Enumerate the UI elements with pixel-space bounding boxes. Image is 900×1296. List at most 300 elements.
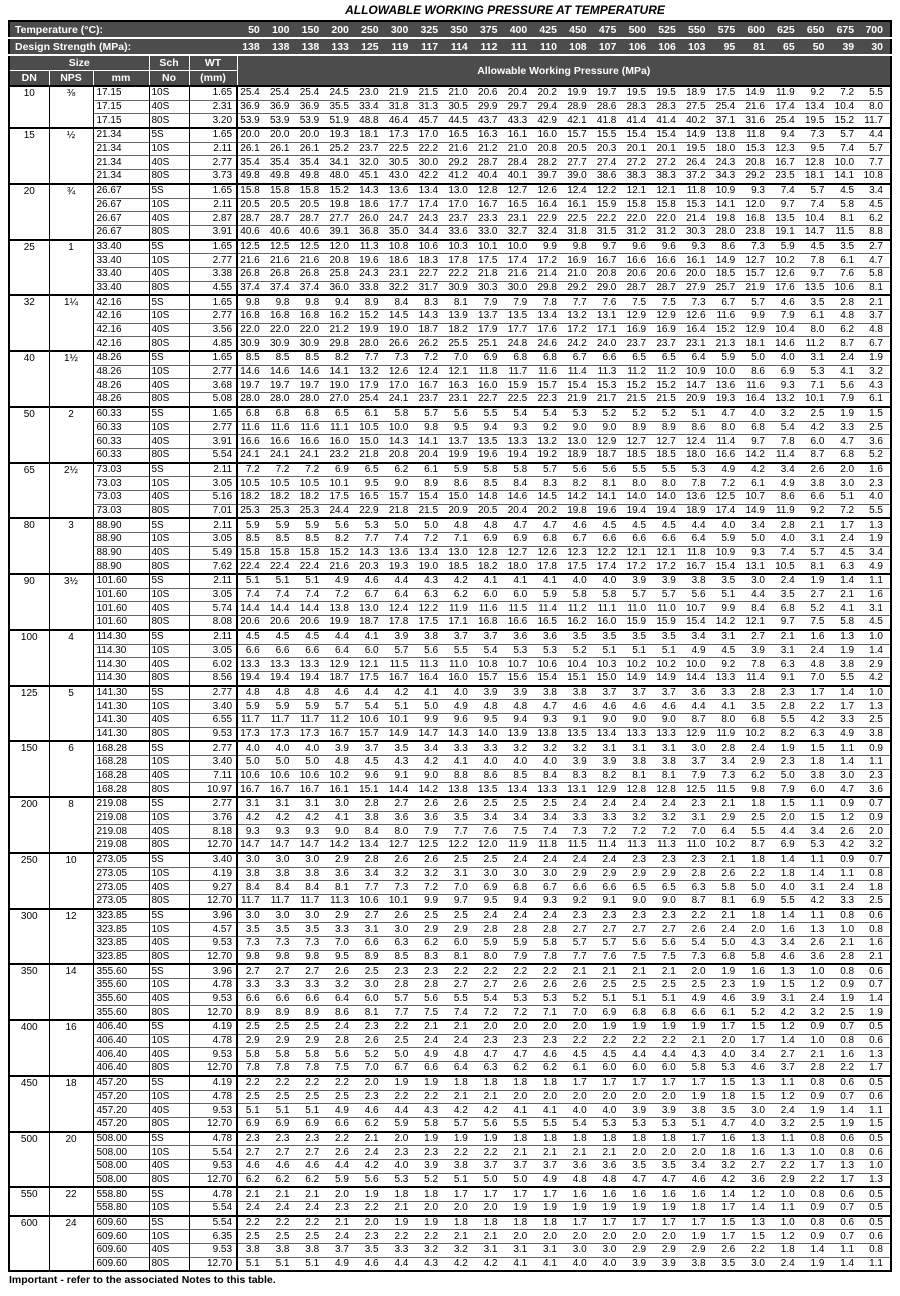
mm-cell: 101.60 bbox=[93, 616, 149, 630]
pressure-cell: 2.4 bbox=[831, 881, 861, 895]
pressure-cell: 5.8 bbox=[386, 407, 416, 421]
pressure-cell: 4.6 bbox=[772, 950, 802, 964]
pressure-cell: 3.3 bbox=[296, 979, 326, 993]
mm-cell: 355.60 bbox=[93, 1006, 149, 1020]
sch-cell: 5S bbox=[149, 240, 189, 254]
pressure-cell: 18.3 bbox=[415, 254, 445, 268]
pressure-cell: 11.9 bbox=[772, 86, 802, 100]
design-strength-value: 95 bbox=[713, 38, 743, 55]
pressure-cell: 2.1 bbox=[713, 797, 743, 811]
pressure-cell: 7.2 bbox=[267, 463, 297, 477]
design-strength-value: 106 bbox=[653, 38, 683, 55]
pressure-cell: 11.3 bbox=[415, 658, 445, 672]
sch-cell: 80S bbox=[149, 560, 189, 574]
pressure-cell: 12.9 bbox=[594, 783, 624, 797]
pressure-cell: 3.8 bbox=[296, 867, 326, 881]
design-strength-value: 103 bbox=[683, 38, 713, 55]
pressure-cell: 2.2 bbox=[237, 1216, 267, 1230]
sch-cell: 40S bbox=[149, 1048, 189, 1062]
pressure-cell: 15.5 bbox=[594, 128, 624, 142]
pressure-cell: 2.2 bbox=[445, 964, 475, 978]
wt-cell: 2.31 bbox=[189, 100, 237, 114]
pressure-cell: 1.8 bbox=[445, 1216, 475, 1230]
pressure-cell: 34.4 bbox=[415, 225, 445, 239]
dn-cell: 20 bbox=[9, 184, 49, 240]
pressure-cell: 7.5 bbox=[623, 295, 653, 309]
pressure-cell: 42.1 bbox=[564, 114, 594, 128]
pressure-cell: 7.4 bbox=[386, 533, 416, 547]
pressure-cell: 2.0 bbox=[534, 1090, 564, 1104]
pressure-cell: 11.4 bbox=[742, 671, 772, 685]
pressure-cell: 3.6 bbox=[683, 686, 713, 700]
pressure-cell: 19.9 bbox=[326, 616, 356, 630]
table-row bbox=[9, 393, 891, 407]
pressure-cell: 2.3 bbox=[861, 769, 891, 783]
pressure-cell: 22.0 bbox=[267, 323, 297, 337]
pressure-cell: 15.3 bbox=[742, 142, 772, 156]
pressure-cell: 2.2 bbox=[802, 1173, 832, 1187]
pressure-cell: 1.9 bbox=[475, 1132, 505, 1146]
pressure-cell: 11.6 bbox=[742, 379, 772, 393]
pressure-cell: 0.9 bbox=[861, 741, 891, 755]
pressure-cell: 2.4 bbox=[564, 797, 594, 811]
pressure-cell: 17.8 bbox=[534, 560, 564, 574]
pressure-cell: 4.6 bbox=[356, 1257, 386, 1271]
wt-cell: 4.19 bbox=[189, 1076, 237, 1090]
pressure-cell: 43.7 bbox=[475, 114, 505, 128]
pressure-cell: 6.4 bbox=[445, 1062, 475, 1076]
pressure-cell: 5.0 bbox=[742, 881, 772, 895]
pressure-cell: 8.1 bbox=[831, 212, 861, 226]
pressure-cell: 5.8 bbox=[415, 1117, 445, 1131]
pressure-cell: 11.7 bbox=[267, 713, 297, 727]
wt-header: WT bbox=[189, 55, 237, 71]
pressure-cell: 15.2 bbox=[713, 323, 743, 337]
mm-cell: 273.05 bbox=[93, 881, 149, 895]
pressure-cell: 3.0 bbox=[475, 867, 505, 881]
pressure-cell: 1.5 bbox=[742, 1020, 772, 1034]
dn-cell: 50 bbox=[9, 407, 49, 463]
pressure-cell: 7.2 bbox=[831, 86, 861, 100]
pressure-cell: 3.8 bbox=[653, 756, 683, 770]
design-strength-value: 114 bbox=[445, 38, 475, 55]
pressure-cell: 12.4 bbox=[683, 435, 713, 449]
pressure-cell: 13.1 bbox=[564, 783, 594, 797]
pressure-cell: 6.7 bbox=[534, 881, 564, 895]
mm-cell: 33.40 bbox=[93, 254, 149, 268]
pressure-cell: 12.5 bbox=[267, 240, 297, 254]
pressure-cell: 2.1 bbox=[415, 1020, 445, 1034]
pressure-cell: 17.4 bbox=[505, 254, 535, 268]
pressure-cell: 0.9 bbox=[802, 1020, 832, 1034]
pressure-cell: 5.1 bbox=[267, 574, 297, 588]
pressure-cell: 0.6 bbox=[861, 909, 891, 923]
pressure-cell: 36.9 bbox=[237, 100, 267, 114]
pressure-cell: 2.1 bbox=[237, 1187, 267, 1201]
pressure-cell: 2.1 bbox=[713, 853, 743, 867]
mm-cell: 558.80 bbox=[93, 1202, 149, 1216]
pressure-cell: 9.7 bbox=[802, 267, 832, 281]
pressure-cell: 15.7 bbox=[475, 671, 505, 685]
table-row bbox=[9, 1173, 891, 1187]
pressure-cell: 3.0 bbox=[326, 797, 356, 811]
pressure-cell: 3.1 bbox=[445, 867, 475, 881]
wt-mm-header: (mm) bbox=[189, 71, 237, 87]
pressure-cell: 2.7 bbox=[742, 1159, 772, 1173]
pressure-cell: 8.5 bbox=[296, 533, 326, 547]
pressure-cell: 8.0 bbox=[802, 323, 832, 337]
pressure-cell: 19.5 bbox=[653, 86, 683, 100]
pressure-cell: 2.3 bbox=[415, 964, 445, 978]
pressure-cell: 7.2 bbox=[326, 588, 356, 602]
pressure-cell: 7.3 bbox=[802, 128, 832, 142]
pressure-cell: 11.9 bbox=[713, 727, 743, 741]
pressure-cell: 4.6 bbox=[326, 686, 356, 700]
pressure-cell: 5.8 bbox=[267, 1048, 297, 1062]
pressure-cell: 12.7 bbox=[653, 435, 683, 449]
pressure-cell: 7.8 bbox=[772, 435, 802, 449]
table-row bbox=[9, 212, 891, 226]
pressure-cell: 6.2 bbox=[237, 1173, 267, 1187]
pressure-cell: 4.3 bbox=[386, 756, 416, 770]
pressure-cell: 7.0 bbox=[802, 671, 832, 685]
pressure-cell: 8.1 bbox=[861, 281, 891, 295]
pressure-cell: 2.5 bbox=[861, 894, 891, 908]
pressure-cell: 9.6 bbox=[623, 240, 653, 254]
pressure-cell: 37.4 bbox=[237, 281, 267, 295]
pressure-cell: 3.8 bbox=[683, 574, 713, 588]
mm-cell: 48.26 bbox=[93, 393, 149, 407]
pressure-cell: 16.7 bbox=[594, 254, 624, 268]
pressure-cell: 21.5 bbox=[623, 393, 653, 407]
wt-cell: 6.55 bbox=[189, 713, 237, 727]
pressure-cell: 28.0 bbox=[237, 393, 267, 407]
pressure-cell: 5.0 bbox=[772, 769, 802, 783]
pressure-cell: 11.1 bbox=[594, 602, 624, 616]
pressure-cell: 5.6 bbox=[831, 379, 861, 393]
footer-note: Important - refer to the associated Notes to this table. bbox=[9, 1274, 276, 1287]
pressure-cell: 3.0 bbox=[237, 909, 267, 923]
pressure-cell: 2.1 bbox=[475, 1090, 505, 1104]
pressure-cell: 6.6 bbox=[653, 533, 683, 547]
pressure-cell: 18.5 bbox=[445, 560, 475, 574]
pressure-cell: 1.2 bbox=[772, 1020, 802, 1034]
pressure-cell: 3.5 bbox=[564, 630, 594, 644]
pressure-cell: 3.0 bbox=[267, 909, 297, 923]
pressure-cell: 13.3 bbox=[623, 727, 653, 741]
pressure-cell: 1.4 bbox=[831, 756, 861, 770]
mm-cell: 141.30 bbox=[93, 700, 149, 714]
pressure-cell: 4.4 bbox=[683, 700, 713, 714]
mm-cell: 60.33 bbox=[93, 448, 149, 462]
pressure-cell: 2.8 bbox=[386, 979, 416, 993]
sch-header: Sch bbox=[149, 55, 189, 71]
pressure-cell: 5.2 bbox=[356, 1048, 386, 1062]
table-row bbox=[9, 1146, 891, 1160]
pressure-cell: 43.3 bbox=[505, 114, 535, 128]
pressure-cell: 4.0 bbox=[594, 574, 624, 588]
table-row bbox=[9, 881, 891, 895]
table-row bbox=[9, 281, 891, 295]
mm-cell: 508.00 bbox=[93, 1146, 149, 1160]
pressure-cell: 1.9 bbox=[623, 1020, 653, 1034]
pressure-cell: 3.7 bbox=[623, 686, 653, 700]
pressure-cell: 5.0 bbox=[505, 1173, 535, 1187]
pressure-cell: 2.2 bbox=[831, 1062, 861, 1076]
pressure-cell: 16.2 bbox=[564, 616, 594, 630]
sch-cell: 40S bbox=[149, 1104, 189, 1118]
pressure-cell: 14.1 bbox=[326, 365, 356, 379]
pressure-cell: 2.1 bbox=[772, 630, 802, 644]
pressure-cell: 5.8 bbox=[534, 936, 564, 950]
sch-cell: 40S bbox=[149, 100, 189, 114]
pressure-cell: 3.5 bbox=[713, 574, 743, 588]
pressure-cell: 5.0 bbox=[742, 351, 772, 365]
pressure-cell: 2.1 bbox=[802, 1048, 832, 1062]
temperature-value: 500 bbox=[623, 21, 653, 38]
pressure-cell: 7.0 bbox=[445, 881, 475, 895]
table-row bbox=[9, 1257, 891, 1271]
pressure-cell: 1.1 bbox=[861, 1257, 891, 1271]
table-row bbox=[9, 923, 891, 937]
pressure-cell: 7.2 bbox=[415, 881, 445, 895]
wt-cell: 5.54 bbox=[189, 448, 237, 462]
pressure-cell: 41.4 bbox=[623, 114, 653, 128]
pressure-cell: 3.9 bbox=[653, 1104, 683, 1118]
pressure-cell: 29.9 bbox=[475, 100, 505, 114]
pressure-cell: 6.9 bbox=[475, 881, 505, 895]
pressure-cell: 15.8 bbox=[237, 184, 267, 198]
pressure-cell: 1.5 bbox=[772, 797, 802, 811]
pressure-cell: 13.5 bbox=[505, 310, 535, 324]
pressure-cell: 13.2 bbox=[356, 365, 386, 379]
pressure-cell: 1.0 bbox=[772, 1187, 802, 1201]
pressure-cell: 2.5 bbox=[267, 1230, 297, 1244]
pressure-cell: 2.1 bbox=[594, 964, 624, 978]
pressure-cell: 16.7 bbox=[296, 783, 326, 797]
pressure-cell: 19.6 bbox=[356, 254, 386, 268]
pressure-cell: 35.4 bbox=[237, 156, 267, 170]
pressure-cell: 5.3 bbox=[356, 518, 386, 532]
pressure-cell: 18.0 bbox=[683, 448, 713, 462]
pressure-cell: 10.2 bbox=[653, 658, 683, 672]
pressure-cell: 8.9 bbox=[653, 421, 683, 435]
pressure-cell: 6.2 bbox=[742, 769, 772, 783]
pressure-cell: 9.3 bbox=[534, 894, 564, 908]
pressure-cell: 1.7 bbox=[623, 1216, 653, 1230]
pressure-cell: 20.0 bbox=[237, 128, 267, 142]
pressure-cell: 19.4 bbox=[267, 671, 297, 685]
pressure-cell: 27.9 bbox=[683, 281, 713, 295]
pressure-cell: 17.4 bbox=[594, 560, 624, 574]
pressure-cell: 1.9 bbox=[653, 1020, 683, 1034]
pressure-cell: 2.4 bbox=[802, 992, 832, 1006]
sch-cell: 5S bbox=[149, 295, 189, 309]
pressure-cell: 7.8 bbox=[296, 1062, 326, 1076]
pressure-cell: 4.2 bbox=[802, 421, 832, 435]
pressure-cell: 2.9 bbox=[326, 853, 356, 867]
pressure-cell: 0.9 bbox=[802, 1202, 832, 1216]
pressure-cell: 2.2 bbox=[683, 909, 713, 923]
pressure-cell: 17.3 bbox=[296, 727, 326, 741]
pressure-cell: 12.0 bbox=[742, 198, 772, 212]
pressure-cell: 13.4 bbox=[594, 727, 624, 741]
pressure-cell: 5.7 bbox=[386, 992, 416, 1006]
nps-cell: 8 bbox=[49, 797, 93, 853]
pressure-cell: 23.1 bbox=[505, 212, 535, 226]
pressure-cell: 19.1 bbox=[772, 225, 802, 239]
sch-cell: 40S bbox=[149, 490, 189, 504]
pressure-cell: 4.0 bbox=[534, 756, 564, 770]
mm-cell: 457.20 bbox=[93, 1090, 149, 1104]
pressure-cell: 11.2 bbox=[564, 602, 594, 616]
pressure-cell: 1.0 bbox=[831, 923, 861, 937]
pressure-cell: 2.8 bbox=[713, 741, 743, 755]
pressure-cell: 10.2 bbox=[713, 839, 743, 853]
pressure-cell: 10.6 bbox=[356, 894, 386, 908]
pressure-cell: 2.1 bbox=[356, 1132, 386, 1146]
pressure-cell: 23.2 bbox=[326, 448, 356, 462]
pressure-cell: 16.2 bbox=[326, 310, 356, 324]
pressure-cell: 9.5 bbox=[356, 477, 386, 491]
pressure-cell: 2.5 bbox=[237, 1020, 267, 1034]
dn-header: DN bbox=[9, 71, 49, 87]
pressure-cell: 2.2 bbox=[564, 1034, 594, 1048]
pressure-cell: 5.9 bbox=[296, 518, 326, 532]
pressure-cell: 2.3 bbox=[683, 797, 713, 811]
pressure-cell: 1.4 bbox=[831, 1257, 861, 1271]
pressure-cell: 28.3 bbox=[623, 100, 653, 114]
nps-cell: 6 bbox=[49, 741, 93, 797]
nps-cell: 16 bbox=[49, 1020, 93, 1076]
pressure-cell: 2.2 bbox=[772, 1159, 802, 1173]
sch-cell: 10S bbox=[149, 811, 189, 825]
pressure-cell: 15.4 bbox=[713, 560, 743, 574]
pressure-cell: 6.0 bbox=[653, 1062, 683, 1076]
pressure-cell: 3.6 bbox=[861, 783, 891, 797]
pressure-cell: 11.8 bbox=[534, 839, 564, 853]
pressure-cell: 5.4 bbox=[564, 1117, 594, 1131]
pressure-cell: 2.0 bbox=[742, 923, 772, 937]
table-row bbox=[9, 797, 891, 811]
pressure-cell: 2.9 bbox=[267, 1034, 297, 1048]
pressure-cell: 8.5 bbox=[237, 351, 267, 365]
pressure-cell: 10.5 bbox=[356, 421, 386, 435]
table-row bbox=[9, 100, 891, 114]
pressure-cell: 0.7 bbox=[831, 1202, 861, 1216]
pressure-cell: 2.3 bbox=[356, 1090, 386, 1104]
pressure-cell: 2.3 bbox=[594, 909, 624, 923]
pressure-cell: 2.4 bbox=[534, 909, 564, 923]
pressure-cell: 41.2 bbox=[445, 170, 475, 184]
pressure-cell: 23.1 bbox=[683, 337, 713, 351]
pressure-cell: 3.3 bbox=[237, 979, 267, 993]
temperature-value: 150 bbox=[296, 21, 326, 38]
pressure-cell: 2.8 bbox=[356, 797, 386, 811]
pressure-cell: 25.3 bbox=[296, 504, 326, 518]
pressure-cell: 3.0 bbox=[296, 909, 326, 923]
wt-cell: 4.78 bbox=[189, 1187, 237, 1201]
pressure-cell: 17.7 bbox=[386, 198, 416, 212]
pressure-cell: 12.4 bbox=[386, 602, 416, 616]
pressure-cell: 5.4 bbox=[475, 644, 505, 658]
pressure-cell: 45.1 bbox=[356, 170, 386, 184]
sch-cell: 40S bbox=[149, 546, 189, 560]
mm-cell: 355.60 bbox=[93, 979, 149, 993]
mm-cell: 21.34 bbox=[93, 128, 149, 142]
wt-cell: 2.77 bbox=[189, 421, 237, 435]
pressure-cell: 10.6 bbox=[296, 769, 326, 783]
pressure-cell: 31.8 bbox=[386, 100, 416, 114]
pressure-cell: 33.6 bbox=[445, 225, 475, 239]
pressure-cell: 12.4 bbox=[564, 184, 594, 198]
sch-cell: 10S bbox=[149, 588, 189, 602]
pressure-cell: 9.2 bbox=[713, 658, 743, 672]
pressure-cell: 11.5 bbox=[386, 658, 416, 672]
wt-cell: 3.73 bbox=[189, 170, 237, 184]
pressure-cell: 9.7 bbox=[445, 894, 475, 908]
pressure-cell: 12.5 bbox=[296, 240, 326, 254]
pressure-cell: 7.4 bbox=[772, 546, 802, 560]
pressure-cell: 11.4 bbox=[594, 839, 624, 853]
pressure-cell: 3.4 bbox=[772, 936, 802, 950]
pressure-cell: 5.7 bbox=[831, 128, 861, 142]
pressure-cell: 2.5 bbox=[475, 797, 505, 811]
pressure-cell: 2.6 bbox=[326, 1146, 356, 1160]
pressure-cell: 1.0 bbox=[861, 1159, 891, 1173]
sch-cell: 10S bbox=[149, 756, 189, 770]
pressure-cell: 20.5 bbox=[267, 198, 297, 212]
pressure-cell: 6.9 bbox=[772, 365, 802, 379]
pressure-cell: 7.2 bbox=[713, 477, 743, 491]
mm-cell: 114.30 bbox=[93, 658, 149, 672]
pressure-cell: 2.6 bbox=[415, 797, 445, 811]
pressure-cell: 1.8 bbox=[505, 1216, 535, 1230]
design-strength-value: 30 bbox=[861, 38, 891, 55]
sch-cell: 10S bbox=[149, 867, 189, 881]
pressure-cell: 5.9 bbox=[326, 1173, 356, 1187]
pressure-cell: 9.0 bbox=[594, 713, 624, 727]
pressure-cell: 17.5 bbox=[415, 616, 445, 630]
pressure-cell: 13.6 bbox=[713, 379, 743, 393]
pressure-cell: 14.2 bbox=[564, 490, 594, 504]
pressure-cell: 2.1 bbox=[831, 588, 861, 602]
pressure-cell: 2.8 bbox=[534, 923, 564, 937]
pressure-cell: 4.0 bbox=[594, 1104, 624, 1118]
pressure-cell: 1.3 bbox=[861, 1173, 891, 1187]
mm-cell: 33.40 bbox=[93, 240, 149, 254]
pressure-cell: 6.6 bbox=[356, 936, 386, 950]
pressure-cell: 13.8 bbox=[326, 602, 356, 616]
pressure-cell: 7.3 bbox=[267, 936, 297, 950]
pressure-cell: 1.1 bbox=[802, 853, 832, 867]
pressure-cell: 22.7 bbox=[415, 267, 445, 281]
pressure-cell: 4.7 bbox=[713, 407, 743, 421]
pressure-cell: 13.5 bbox=[772, 212, 802, 226]
pressure-cell: 2.5 bbox=[623, 979, 653, 993]
pressure-cell: 4.5 bbox=[653, 518, 683, 532]
pressure-cell: 5.5 bbox=[445, 992, 475, 1006]
pressure-cell: 8.9 bbox=[296, 1006, 326, 1020]
pressure-cell: 12.8 bbox=[623, 783, 653, 797]
pressure-cell: 4.2 bbox=[267, 811, 297, 825]
pressure-cell: 40.6 bbox=[267, 225, 297, 239]
pressure-cell: 13.5 bbox=[802, 281, 832, 295]
pressure-cell: 23.0 bbox=[356, 86, 386, 100]
pressure-cell: 2.3 bbox=[623, 909, 653, 923]
pressure-cell: 22.4 bbox=[237, 560, 267, 574]
table-row bbox=[9, 310, 891, 324]
